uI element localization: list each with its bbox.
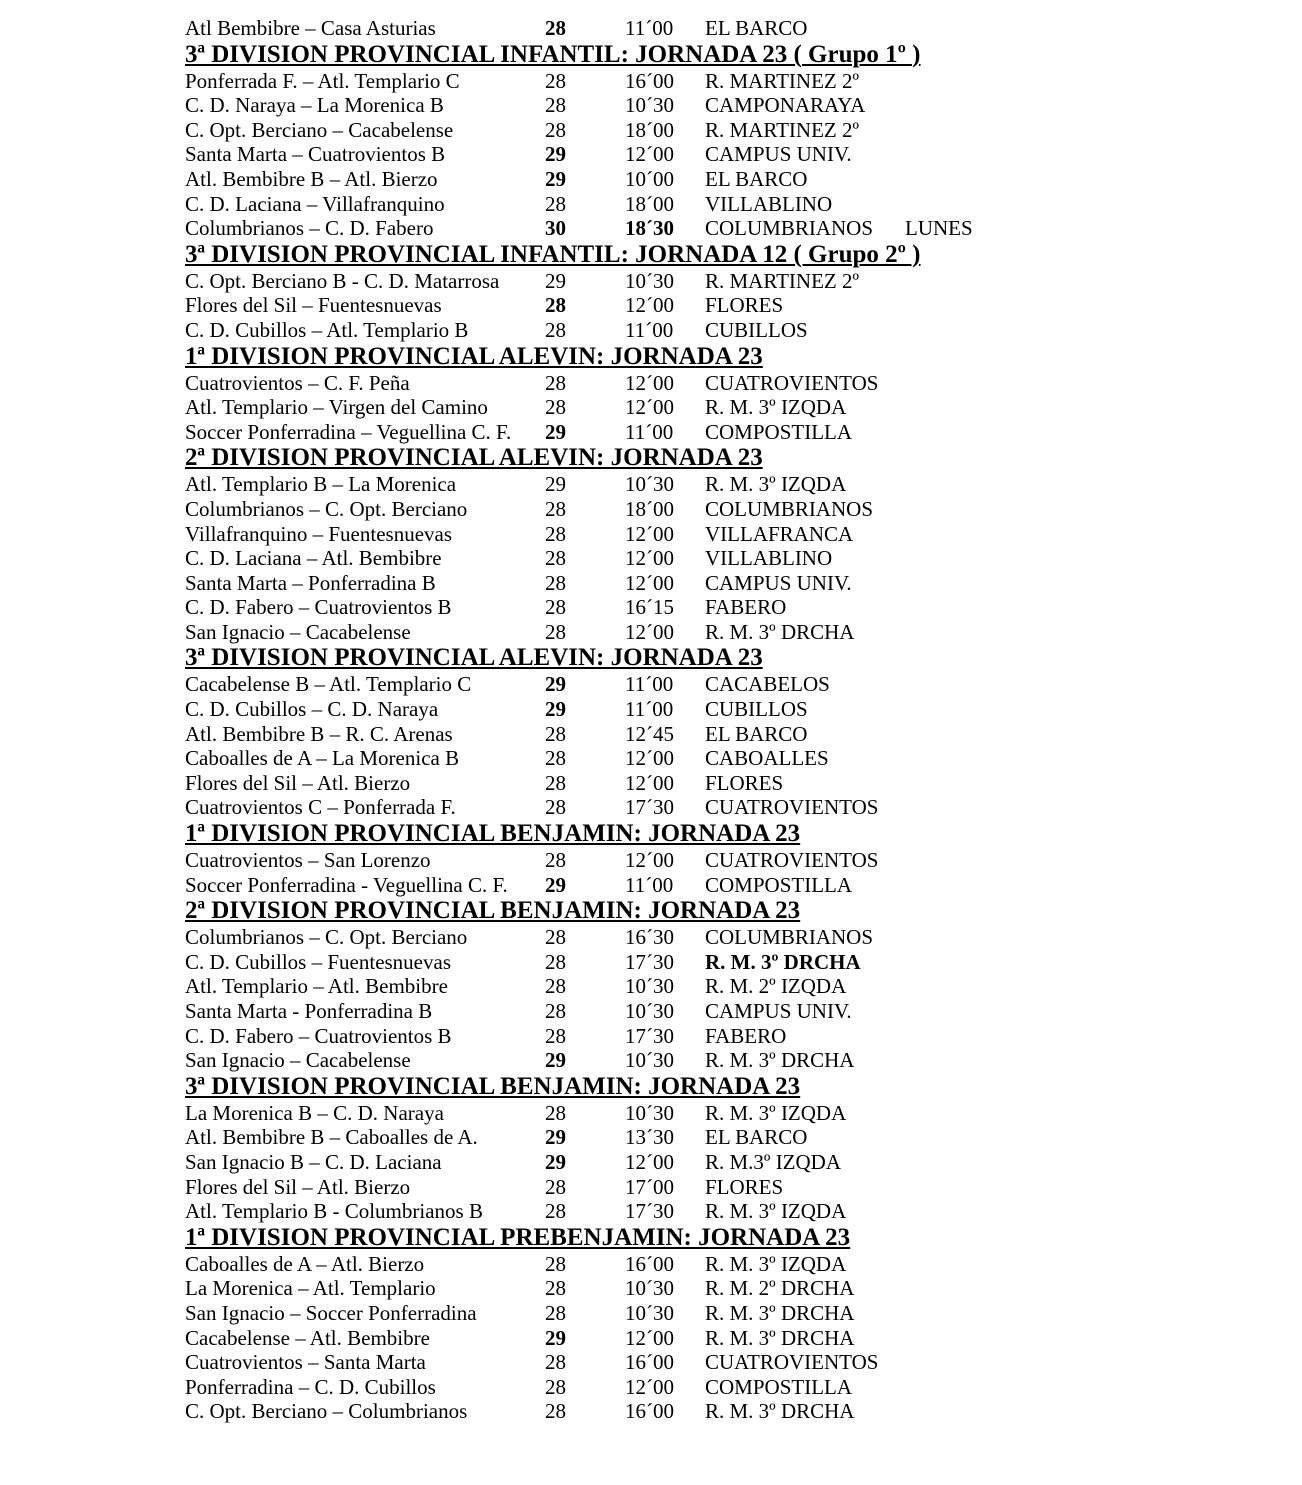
match-row: [185, 167, 1285, 192]
match-venue: R. M. 3º DRCHA: [705, 1325, 855, 1350]
match-time: 11´00: [625, 697, 674, 722]
match-venue: CAMPONARAYA: [705, 93, 866, 118]
match-time: 16´00: [625, 1350, 674, 1375]
match-venue: CUATROVIENTOS: [705, 848, 879, 873]
match-teams: C. Opt. Berciano B - C. D. Matarrosa: [185, 268, 500, 293]
match-venue: FABERO: [705, 595, 787, 620]
match-time: 17´30: [625, 1199, 674, 1224]
match-row: [185, 216, 1285, 241]
match-venue: EL BARCO: [705, 1125, 808, 1150]
match-teams: C. Opt. Berciano – Columbrianos: [185, 1399, 468, 1424]
match-venue: R. M.3º IZQDA: [705, 1149, 842, 1174]
division-title: 3ª DIVISION PROVINCIAL INFANTIL: JORNADA 23 ( Grupo 1º ): [185, 40, 921, 68]
match-venue: CUATROVIENTOS: [705, 1350, 879, 1375]
match-day: 29: [545, 1048, 566, 1073]
match-venue: CUBILLOS: [705, 317, 808, 342]
division-heading: [185, 241, 1285, 269]
match-day: 30: [545, 216, 566, 241]
match-time: 10´30: [625, 974, 674, 999]
match-venue: R. MARTINEZ 2º: [705, 68, 859, 93]
match-day: 28: [545, 93, 566, 118]
division-title: 3ª DIVISION PROVINCIAL INFANTIL: JORNADA 12 ( Grupo 2º ): [185, 240, 921, 268]
match-venue: COMPOSTILLA: [705, 872, 853, 897]
match-venue: CACABELOS: [705, 672, 830, 697]
match-teams: San Ignacio B – C. D. Laciana: [185, 1149, 442, 1174]
match-row: [185, 1101, 1285, 1126]
match-venue: R. M. 2º IZQDA: [705, 974, 847, 999]
match-time: 12´00: [625, 546, 674, 571]
match-row: [185, 142, 1285, 167]
match-row: [185, 1276, 1285, 1301]
match-row: [185, 69, 1285, 94]
match-teams: C. D. Cubillos – Fuentesnuevas: [185, 949, 451, 974]
match-teams: Columbrianos – C. Opt. Berciano: [185, 925, 468, 950]
match-day: 29: [545, 672, 566, 697]
match-teams: Ponferrada F. – Atl. Templario C: [185, 68, 460, 93]
match-row: [185, 620, 1285, 645]
match-venue: CUBILLOS: [705, 697, 808, 722]
match-teams: Atl. Templario B – La Morenica: [185, 472, 457, 497]
match-row: [185, 546, 1285, 571]
match-teams: Cuatrovientos – C. F. Peña: [185, 370, 410, 395]
match-time: 16´00: [625, 68, 674, 93]
match-row: [185, 93, 1285, 118]
match-teams: Atl. Templario – Atl. Bembibre: [185, 974, 448, 999]
match-teams: C. D. Cubillos – Atl. Templario B: [185, 317, 469, 342]
match-time: 12´00: [625, 1149, 674, 1174]
match-time: 13´30: [625, 1125, 674, 1150]
match-row: [185, 472, 1285, 497]
match-time: 12´00: [625, 142, 674, 167]
match-day: 28: [545, 317, 566, 342]
match-venue: EL BARCO: [705, 166, 808, 191]
match-day: 28: [545, 1023, 566, 1048]
match-venue: VILLABLINO: [705, 546, 833, 571]
match-time: 12´00: [625, 1325, 674, 1350]
match-time: 12´00: [625, 395, 674, 420]
match-time: 12´00: [625, 619, 674, 644]
match-teams: Atl. Templario B - Columbrianos B: [185, 1199, 483, 1224]
match-row: [185, 318, 1285, 343]
division-heading: [185, 1073, 1285, 1101]
match-day: 28: [545, 546, 566, 571]
match-venue: R. M. 2º DRCHA: [705, 1276, 855, 1301]
match-day: 29: [545, 1325, 566, 1350]
division-heading: [185, 897, 1285, 925]
match-venue: VILLAFRANCA: [705, 521, 854, 546]
match-venue: EL BARCO: [705, 721, 808, 746]
match-row: [185, 722, 1285, 747]
match-time: 10´30: [625, 472, 674, 497]
match-row: [185, 1399, 1285, 1424]
match-time: 10´30: [625, 1300, 674, 1325]
match-venue: EL BARCO: [705, 16, 808, 40]
division-title: 3ª DIVISION PROVINCIAL ALEVIN: JORNADA 23: [185, 644, 763, 672]
match-day: 28: [545, 949, 566, 974]
match-teams: San Ignacio – Cacabelense: [185, 1048, 411, 1073]
division-heading: [185, 820, 1285, 848]
match-row: [185, 16, 1285, 41]
match-teams: Caboalles de A – La Morenica B: [185, 746, 460, 771]
match-time: 17´30: [625, 795, 674, 820]
match-day: 29: [545, 142, 566, 167]
match-day: 28: [545, 191, 566, 216]
match-day: 28: [545, 848, 566, 873]
match-teams: C. D. Fabero – Cuatrovientos B: [185, 1023, 452, 1048]
match-day: 28: [545, 974, 566, 999]
match-teams: Cuatrovientos C – Ponferrada F.: [185, 795, 456, 820]
match-time: 18´00: [625, 191, 674, 216]
match-teams: Villafranquino – Fuentesnuevas: [185, 521, 453, 546]
match-time: 16´00: [625, 1251, 674, 1276]
match-time: 12´00: [625, 293, 674, 318]
match-row: [185, 795, 1285, 820]
match-time: 18´00: [625, 496, 674, 521]
match-venue: R. M. 3º IZQDA: [705, 395, 847, 420]
match-note: LUNES: [905, 216, 973, 241]
schedule-document: [185, 16, 1285, 1424]
match-row: [185, 571, 1285, 596]
division-heading: [185, 444, 1285, 472]
match-day: 28: [545, 16, 566, 40]
match-teams: La Morenica B – C. D. Naraya: [185, 1100, 444, 1125]
match-teams: Atl. Templario – Virgen del Camino: [185, 395, 488, 420]
match-venue: CAMPUS UNIV.: [705, 570, 852, 595]
match-day: 28: [545, 117, 566, 142]
match-teams: C. Opt. Berciano – Cacabelense: [185, 117, 454, 142]
match-row: [185, 1301, 1285, 1326]
match-day: 28: [545, 770, 566, 795]
match-day: 29: [545, 472, 566, 497]
match-venue: COMPOSTILLA: [705, 419, 853, 444]
match-teams: Flores del Sil – Atl. Bierzo: [185, 770, 411, 795]
match-time: 16´15: [625, 595, 674, 620]
match-teams: Cacabelense – Atl. Bembibre: [185, 1325, 430, 1350]
match-teams: Flores del Sil – Fuentesnuevas: [185, 293, 442, 318]
match-row: [185, 771, 1285, 796]
match-venue: COLUMBRIANOS: [705, 216, 874, 241]
match-row: [185, 672, 1285, 697]
match-day: 28: [545, 999, 566, 1023]
match-day: 28: [545, 619, 566, 644]
match-time: 10´30: [625, 1100, 674, 1125]
match-teams: Santa Marta – Ponferradina B: [185, 570, 436, 595]
match-time: 10´30: [625, 999, 674, 1023]
match-time: 11´00: [625, 672, 674, 697]
match-day: 28: [545, 293, 566, 318]
match-day: 28: [545, 721, 566, 746]
match-day: 28: [545, 1350, 566, 1375]
match-day: 29: [545, 1125, 566, 1150]
match-venue: COLUMBRIANOS: [705, 496, 874, 521]
match-time: 12´00: [625, 370, 674, 395]
match-venue: CUATROVIENTOS: [705, 370, 879, 395]
match-row: [185, 118, 1285, 143]
match-time: 16´30: [625, 925, 674, 950]
match-day: 28: [545, 1276, 566, 1301]
match-day: 28: [545, 370, 566, 395]
division-title: 2ª DIVISION PROVINCIAL BENJAMIN: JORNADA 23: [185, 897, 801, 925]
match-day: 29: [545, 166, 566, 191]
match-row: [185, 522, 1285, 547]
match-teams: Columbrianos – C. D. Fabero: [185, 216, 434, 241]
match-venue: R. M. 3º DRCHA: [705, 949, 861, 974]
match-row: [185, 1326, 1285, 1351]
match-teams: Cuatrovientos – Santa Marta: [185, 1350, 426, 1375]
match-row: [185, 1199, 1285, 1224]
match-time: 17´00: [625, 1174, 674, 1199]
match-teams: Atl. Bembibre B – Atl. Bierzo: [185, 166, 438, 191]
match-time: 12´00: [625, 746, 674, 771]
match-day: 28: [545, 1251, 566, 1276]
match-day: 28: [545, 925, 566, 950]
match-day: 28: [545, 521, 566, 546]
match-teams: Caboalles de A – Atl. Bierzo: [185, 1251, 425, 1276]
match-day: 28: [545, 746, 566, 771]
match-row: [185, 293, 1285, 318]
match-row: [185, 873, 1285, 898]
match-row: [185, 269, 1285, 294]
match-teams: San Ignacio – Cacabelense: [185, 619, 411, 644]
match-time: 11´00: [625, 16, 674, 40]
match-venue: R. M. 3º IZQDA: [705, 1199, 847, 1224]
match-day: 28: [545, 1300, 566, 1325]
match-row: [185, 1024, 1285, 1049]
match-day: 28: [545, 1399, 566, 1424]
match-teams: Cacabelense B – Atl. Templario C: [185, 672, 472, 697]
match-row: [185, 192, 1285, 217]
match-row: [185, 950, 1285, 975]
match-time: 18´00: [625, 117, 674, 142]
match-time: 12´45: [625, 721, 674, 746]
match-row: [185, 1125, 1285, 1150]
match-venue: COMPOSTILLA: [705, 1374, 853, 1399]
match-time: 12´00: [625, 570, 674, 595]
match-time: 10´30: [625, 1276, 674, 1301]
division-heading: [185, 343, 1285, 371]
match-teams: Santa Marta – Cuatrovientos B: [185, 142, 446, 167]
match-venue: R. MARTINEZ 2º: [705, 268, 859, 293]
match-teams: San Ignacio – Soccer Ponferradina: [185, 1300, 477, 1325]
match-day: 29: [545, 268, 566, 293]
division-title: 2ª DIVISION PROVINCIAL ALEVIN: JORNADA 23: [185, 444, 763, 472]
match-day: 28: [545, 1100, 566, 1125]
match-time: 10´30: [625, 1048, 674, 1073]
match-venue: FLORES: [705, 1174, 784, 1199]
match-day: 28: [545, 395, 566, 420]
match-teams: Cuatrovientos – San Lorenzo: [185, 848, 431, 873]
division-title: 3ª DIVISION PROVINCIAL BENJAMIN: JORNADA 23: [185, 1072, 801, 1100]
match-time: 11´00: [625, 872, 674, 897]
match-venue: CAMPUS UNIV.: [705, 999, 852, 1023]
match-row: [185, 420, 1285, 445]
match-day: 28: [545, 1374, 566, 1399]
match-time: 16´00: [625, 1399, 674, 1424]
match-day: 28: [545, 496, 566, 521]
match-time: 11´00: [625, 419, 674, 444]
match-day: 29: [545, 872, 566, 897]
match-venue: R. M. 3º DRCHA: [705, 1300, 855, 1325]
match-venue: VILLABLINO: [705, 191, 833, 216]
match-time: 17´30: [625, 949, 674, 974]
match-venue: R. M. 3º IZQDA: [705, 1100, 847, 1125]
match-venue: R. M. 3º IZQDA: [705, 1251, 847, 1276]
match-day: 28: [545, 570, 566, 595]
match-teams: Atl. Bembibre B – R. C. Arenas: [185, 721, 453, 746]
match-time: 12´00: [625, 521, 674, 546]
match-row: [185, 1252, 1285, 1277]
match-row: [185, 848, 1285, 873]
match-time: 10´30: [625, 93, 674, 118]
match-venue: FABERO: [705, 1023, 787, 1048]
match-day: 28: [545, 68, 566, 93]
match-row: [185, 395, 1285, 420]
match-row: [185, 746, 1285, 771]
division-title: 1ª DIVISION PROVINCIAL ALEVIN: JORNADA 23: [185, 342, 763, 370]
match-row: [185, 1048, 1285, 1073]
division-title: 1ª DIVISION PROVINCIAL PREBENJAMIN: JORNADA 23: [185, 1223, 851, 1251]
match-venue: FLORES: [705, 293, 784, 318]
match-venue: COLUMBRIANOS: [705, 925, 874, 950]
match-day: 29: [545, 419, 566, 444]
match-time: 10´00: [625, 166, 674, 191]
match-venue: R. M. 3º DRCHA: [705, 1048, 855, 1073]
division-heading: [185, 644, 1285, 672]
match-row: [185, 497, 1285, 522]
match-time: 18´30: [625, 216, 674, 241]
match-teams: Soccer Ponferradina – Veguellina C. F.: [185, 419, 512, 444]
division-title: 1ª DIVISION PROVINCIAL BENJAMIN: JORNADA 23: [185, 820, 801, 848]
match-row: [185, 999, 1285, 1024]
match-row: [185, 974, 1285, 999]
match-day: 28: [545, 1174, 566, 1199]
division-heading: [185, 1224, 1285, 1252]
match-time: 12´00: [625, 770, 674, 795]
match-teams: Ponferradina – C. D. Cubillos: [185, 1374, 436, 1399]
match-venue: CABOALLES: [705, 746, 829, 771]
match-venue: R. MARTINEZ 2º: [705, 117, 859, 142]
match-venue: R. M. 3º DRCHA: [705, 1399, 855, 1424]
match-day: 28: [545, 795, 566, 820]
match-row: [185, 697, 1285, 722]
match-time: 11´00: [625, 317, 674, 342]
match-venue: R. M. 3º IZQDA: [705, 472, 847, 497]
match-time: 12´00: [625, 848, 674, 873]
match-time: 12´00: [625, 1374, 674, 1399]
match-row: [185, 925, 1285, 950]
match-day: 29: [545, 697, 566, 722]
match-teams: C. D. Naraya – La Morenica B: [185, 93, 444, 118]
match-teams: La Morenica – Atl. Templario: [185, 1276, 436, 1301]
match-teams: Soccer Ponferradina - Veguellina C. F.: [185, 872, 508, 897]
match-row: [185, 1350, 1285, 1375]
match-teams: C. D. Cubillos – C. D. Naraya: [185, 697, 439, 722]
match-time: 17´30: [625, 1023, 674, 1048]
match-venue: CUATROVIENTOS: [705, 795, 879, 820]
match-teams: C. D. Fabero – Cuatrovientos B: [185, 595, 452, 620]
match-row: [185, 1150, 1285, 1175]
match-time: 10´30: [625, 268, 674, 293]
match-venue: FLORES: [705, 770, 784, 795]
match-row: [185, 1375, 1285, 1400]
match-teams: Columbrianos – C. Opt. Berciano: [185, 496, 468, 521]
match-day: 28: [545, 1199, 566, 1224]
match-teams: C. D. Laciana – Atl. Bembibre: [185, 546, 442, 571]
match-day: 28: [545, 595, 566, 620]
division-heading: [185, 41, 1285, 69]
match-row: [185, 595, 1285, 620]
match-day: 29: [545, 1149, 566, 1174]
match-teams: Flores del Sil – Atl. Bierzo: [185, 1174, 411, 1199]
match-teams: Atl. Bembibre B – Caboalles de A.: [185, 1125, 478, 1150]
match-row: [185, 371, 1285, 396]
match-teams: Atl Bembibre – Casa Asturias: [185, 16, 436, 40]
match-row: [185, 1175, 1285, 1200]
match-venue: CAMPUS UNIV.: [705, 142, 852, 167]
match-teams: Santa Marta - Ponferradina B: [185, 999, 433, 1023]
match-venue: R. M. 3º DRCHA: [705, 619, 855, 644]
match-teams: C. D. Laciana – Villafranquino: [185, 191, 445, 216]
